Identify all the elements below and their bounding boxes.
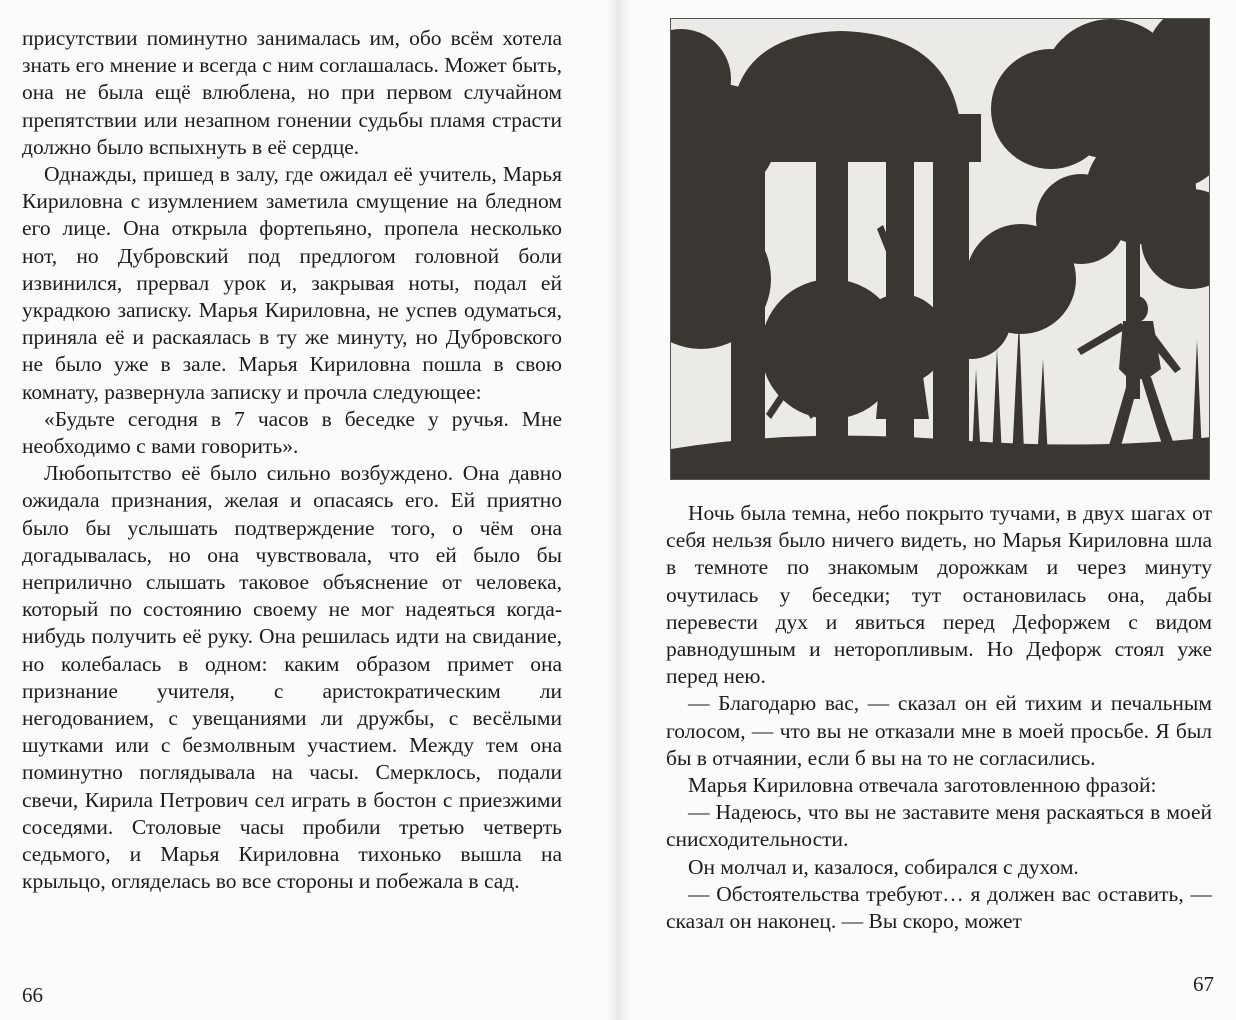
paragraph: Любопытство её было сильно возбуждено. Она давно ожидала признания, желая и опасаясь его. Ей приятно было бы услышать подтверждение того, о чём она догадывалась, но она чувствовала, что ей было бы неприлично слышать таковое объяснение от человека, который по состоянию своему не мог надеяться когда-нибудь получить её руку. Она решилась идти на свидание, но колебалась в одном: каким образом примет она признание учителя, с аристократическим ли негодованием, с увещаниями ли дружбы, с весёлыми шутками или с безмолвным участием. Между тем она поминутно поглядывала на часы. Смерклось, подали свечи, Кирила Петрович сел играть в бостон с приезжими соседями. Столовые часы пробили третью четверть седьмого, и Марья Кириловна тихонько вышла на крыльцо, огляделась во все стороны и побежала в сад. — [22, 461, 562, 894]
illustration-gazebo — [670, 18, 1210, 480]
page-number-right: 67 — [1193, 972, 1214, 996]
gazebo-silhouette-image — [671, 19, 1210, 480]
paragraph: — Надеюсь, что вы не заставите меня раскаяться в моей снисходительности. — [666, 800, 1212, 852]
right-page-text — [666, 500, 1212, 935]
paragraph: присутствии поминутно занималась им, обо всём хотела знать его мнение и всегда с ним соглашалась. Может быть, она не была ещё влюблена, но при первом случайном препятствии или незапном гонении судьбы пламя страсти должно было вспыхнуть в её сердце. — [22, 26, 562, 159]
book-gutter — [606, 0, 630, 1020]
paragraph: — Обстоятельства требуют… я должен вас оставить, — сказал он наконец. — Вы скоро, может — [666, 881, 1212, 934]
right-page — [618, 0, 1236, 1020]
paragraph: Он молчал и, казалося, собирался с духом. — [688, 854, 1079, 879]
paragraph: Однажды, пришед в залу, где ожидал её учитель, Марья Кириловна с изумлением заметила смущение на бледном его лице. Она открыла фортепьяно, пропела несколько нот, но Дубровский под предлогом головной боли извинился, прервал урок и, закрывая ноты, подал ей украдкою записку. Марья Кириловна, не успев одуматься, приняла её и раскаялась в ту же минуту, но Дубровского не было уже в зале. Марья Кириловна пошла в свою комнату, развернула записку и прочла следующее: — [22, 162, 562, 404]
page-number-left: 66 — [22, 983, 43, 1007]
paragraph: «Будьте сегодня в 7 часов в беседке у ручья. Мне необходимо с вами говорить». — [22, 406, 562, 459]
paragraph: Ночь была темна, небо покрыто тучами, в двух шагах от себя нельзя было ничего видеть, но Марья Кириловна шла в темноте по знакомым дорожкам и через минуту очутилась у беседки; тут остановилась она, дабы перевести дух и явиться перед Дефоржем с видом равнодушным и неторопливым. Но Дефорж стоял уже перед нею. — [666, 501, 1212, 689]
paragraph: — Благодарю вас, — сказал он ей тихим и печальным голосом, — что вы не отказали мне в моей просьбе. Я был бы в отчаянии, если б вы на то не согласились. — [666, 691, 1212, 770]
paragraph: Марья Кириловна отвечала заготовленною фразой: — [688, 773, 1157, 798]
left-page-text — [22, 25, 562, 896]
